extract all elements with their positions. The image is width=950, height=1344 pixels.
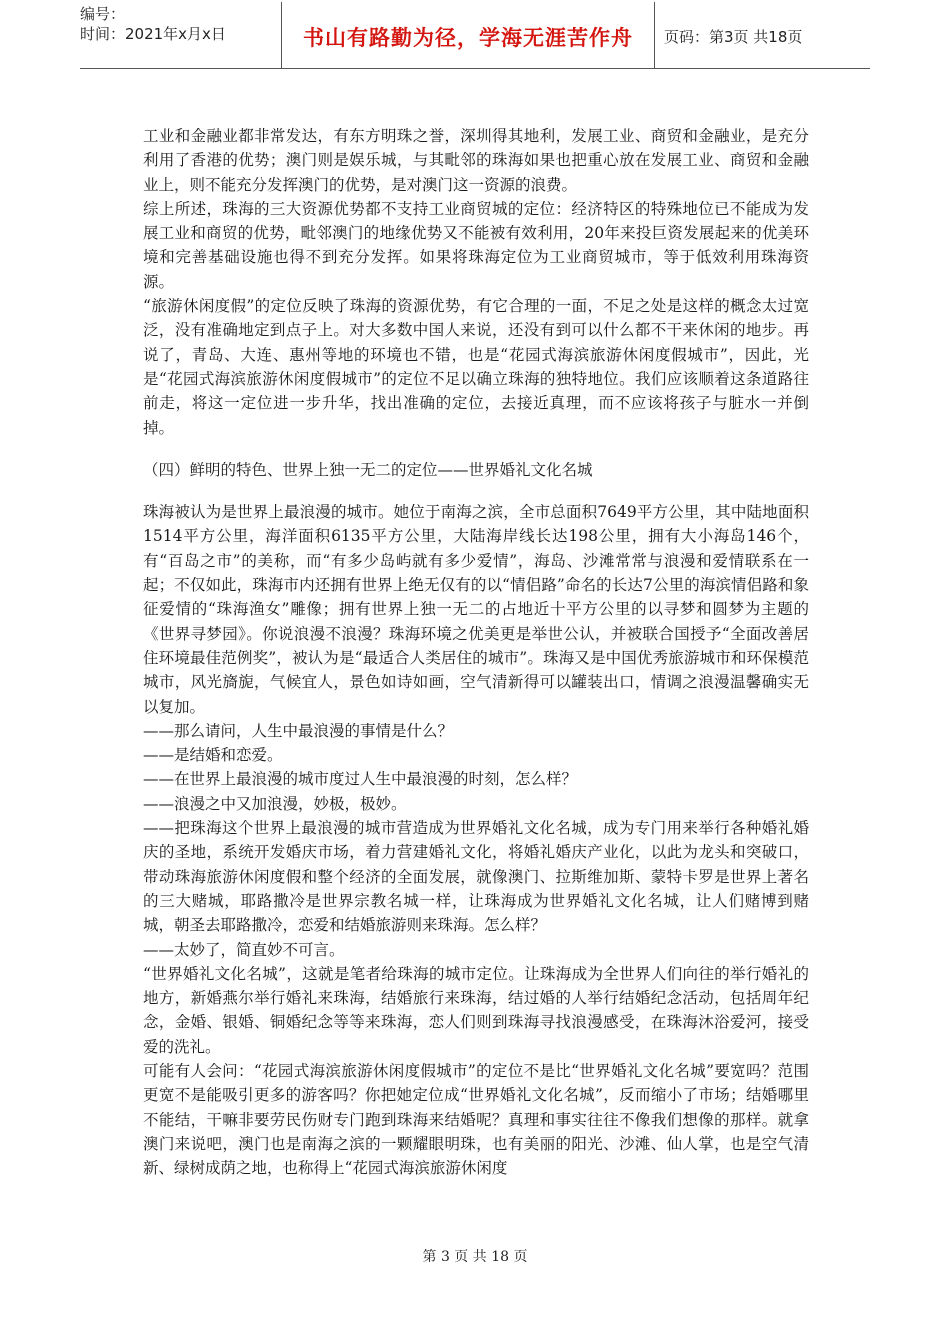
header-motto: 书山有路勤为径，学海无涯苦作舟	[303, 26, 633, 50]
paragraph: 珠海被认为是世界上最浪漫的城市。她位于南海之滨，全市总面积7649平方公里，其中陆地面积1514平方公里，海洋面积6135平方公里，大陆海岸线长达198公里，拥有大小海岛146个，有“百岛之市”的美称，而“有多少岛屿就有多少爱情”，海岛、沙滩常常与浪漫和爱情联系在一起；不仅如此，珠海市内还拥有世界上绝无仅有的以“情侣路”命名的长达7公里的海滨情侣路和象征爱情的“珠海渔女”雕像；拥有世界上独一无二的占地近十平方公里的以寻梦和圆梦为主题的《世界寻梦园》。你说浪漫不浪漫？珠海环境之优美更是举世公认，并被联合国授予“全面改善居住环境最佳范例奖”，被认为是“最适合人类居住的城市”。珠海又是中国优秀旅游城市和环保模范城市，风光旖旎，气候宜人，景色如诗如画，空气清新得可以罐装出口，情调之浪漫温馨确实无以复加。	[143, 503, 809, 716]
paragraph: 可能有人会问：“花园式海滨旅游休闲度假城市”的定位不是比“世界婚礼文化名城”要宽吗？范围更宽不是能吸引更多的游客吗？你把她定位成“世界婚礼文化名城”，反而缩小了市场；结婚哪里不能结，干嘛非要劳民伤财专门跑到珠海来结婚呢？真理和事实往往不像我们想像的那样。就拿澳门来说吧，澳门也是南海之滨的一颗耀眼明珠，也有美丽的阳光、沙滩、仙人掌，也是空气清新、绿树成荫之地，也称得上“花园式海滨旅游休闲度	[143, 1061, 809, 1178]
doc-time-label: 时间：2021年x月x日	[80, 25, 226, 43]
header-motto-cell	[281, 2, 655, 68]
paragraph: “世界婚礼文化名城”，这就是笔者给珠海的城市定位。让珠海成为全世界人们向往的举行婚礼的地方，新婚燕尔举行婚礼来珠海，结婚旅行来珠海，结过婚的人举行结婚纪念活动，包括周年纪念，金婚、银婚、铜婚纪念等等来珠海，恋人们则到珠海寻找浪漫感受，在珠海沐浴爱河，接受爱的洗礼。	[143, 964, 809, 1056]
header-page-info: 页码：第3页 共18页	[664, 28, 803, 46]
document-body	[143, 124, 809, 1180]
dialogue-line: ——那么请问，人生中最浪漫的事情是什么？	[143, 721, 454, 740]
paragraph: 综上所述，珠海的三大资源优势都不支持工业商贸城的定位：经济特区的特殊地位已不能成为发展工业和商贸的优势，毗邻澳门的地缘优势又不能被有效利用，20年来投巨资发展起来的优美环境和完善基础设施也得不到充分发挥。如果将珠海定位为工业商贸城市，等于低效利用珠海资源。	[143, 199, 809, 291]
paragraph: 工业和金融业都非常发达，有东方明珠之誉，深圳得其地利，发展工业、商贸和金融业，是充分利用了香港的优势；澳门则是娱乐城，与其毗邻的珠海如果也把重心放在发展工业、商贸和金融业上，则不能充分发挥澳门的优势，是对澳门这一资源的浪费。	[143, 127, 809, 194]
page-footer: 第 3 页 共 18 页	[422, 1249, 528, 1265]
dialogue-line: ——把珠海这个世界上最浪漫的城市营造成为世界婚礼文化名城，成为专门用来举行各种婚礼婚庆的圣地，系统开发婚庆市场，着力营建婚礼文化，将婚礼婚庆产业化，以此为龙头和突破口，带动珠海旅游休闲度假和整个经济的全面发展，就像澳门、拉斯维加斯、蒙特卡罗是世界上著名的三大赌城，耶路撒冷是世界宗教名城一样，让珠海成为世界婚礼文化名城，让人们赌博到赌城，朝圣去耶路撒冷，恋爱和结婚旅游则来珠海。怎么样？	[143, 819, 809, 935]
dialogue-line: ——是结婚和恋爱。	[143, 746, 283, 765]
dialogue-line: ——在世界上最浪漫的城市度过人生中最浪漫的时刻，怎么样？	[143, 770, 578, 789]
header-meta	[80, 2, 280, 68]
dialogue-line: ——太妙了，简直妙不可言。	[143, 940, 345, 959]
section-heading: （四）鲜明的特色、世界上独一无二的定位——世界婚礼文化名城	[143, 460, 593, 479]
dialogue-line: ——浪漫之中又加浪漫，妙极，极妙。	[143, 794, 407, 813]
page-header	[80, 2, 870, 69]
paragraph: “旅游休闲度假”的定位反映了珠海的资源优势，有它合理的一面，不足之处是这样的概念太过宽泛，没有准确地定到点子上。对大多数中国人来说，还没有到可以什么都不干来休闲的地步。再说了，青岛、大连、惠州等地的环境也不错，也是“花园式海滨旅游休闲度假城市”，因此，光是“花园式海滨旅游休闲度假城市”的定位不足以确立珠海的独特地位。我们应该顺着这条道路往前走，将这一定位进一步升华，找出准确的定位，去接近真理，而不应该将孩子与脏水一并倒掉。	[143, 297, 809, 437]
header-page-cell	[664, 2, 870, 68]
doc-number-label: 编号：	[80, 5, 126, 23]
